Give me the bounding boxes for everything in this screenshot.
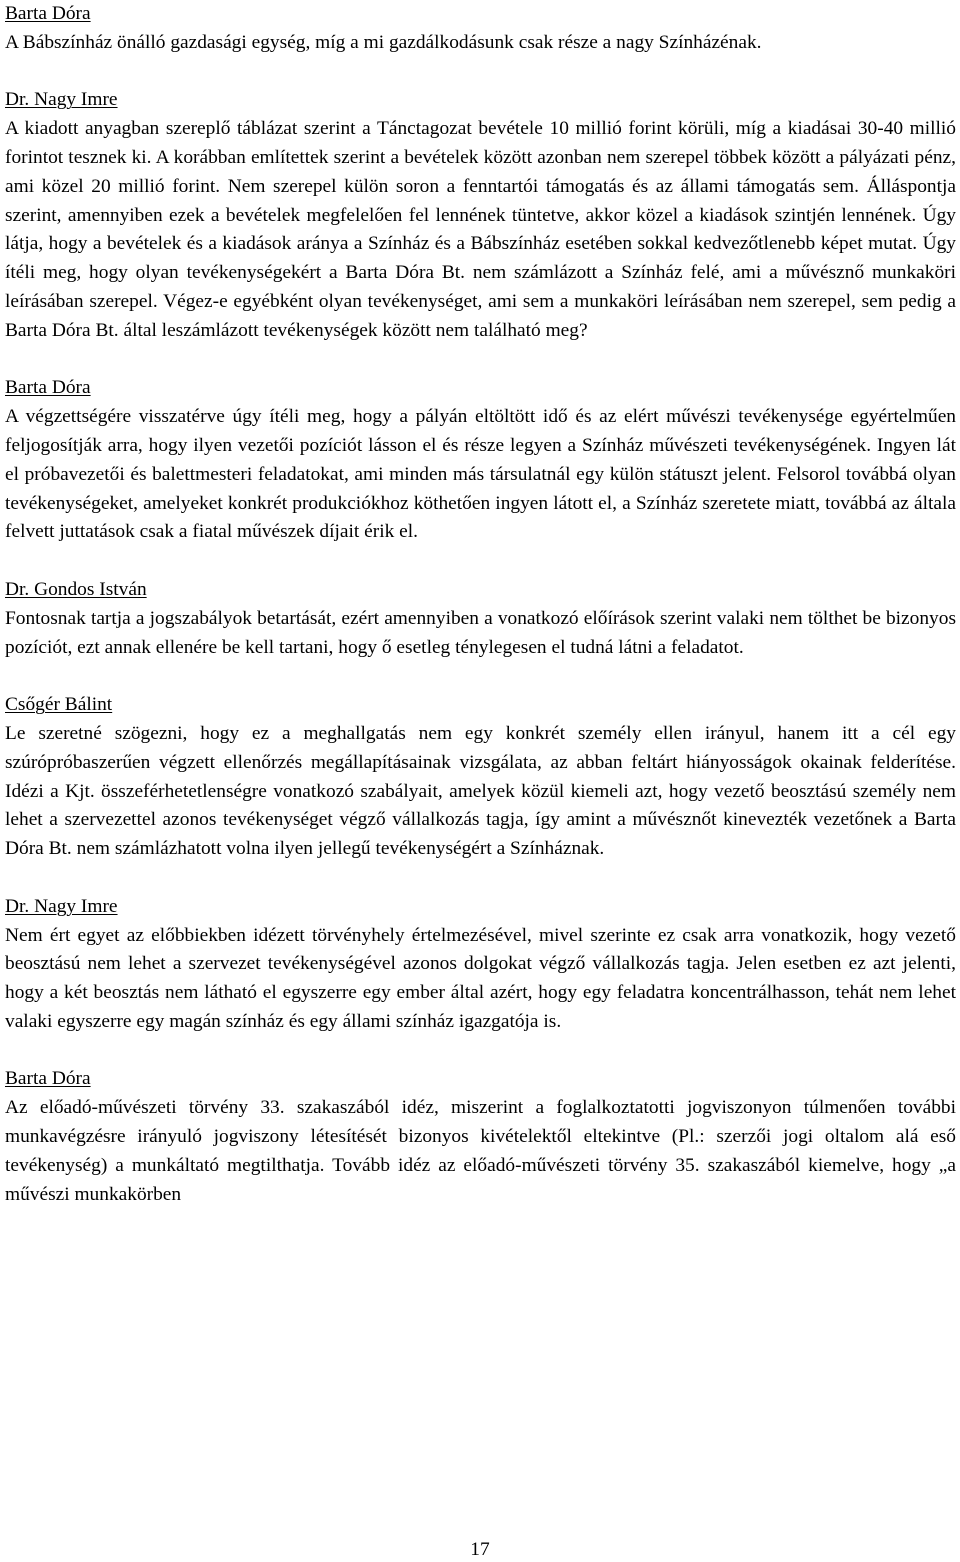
speaker-name: Dr. Nagy Imre (5, 89, 118, 111)
minutes-entry-2 (5, 86, 956, 345)
speech-text: Az előadó-művészeti törvény 33. szakaszából idéz, miszerint a foglalkoztatotti jogviszonyon túlmenően további munkavégzésre irányuló jogviszony létesítését bizonyos kivételektől eltekintve (Pl.: szerzői jogi oltalom alá eső tevékenység) a munkáltató megtilthatja. Tovább idéz az előadó-művészeti törvény 35. szakaszából kiemelve, hogy „a művészi munkakörben (5, 1097, 956, 1205)
minutes-entry-1 (5, 0, 956, 58)
speaker-name: Barta Dóra (5, 1068, 91, 1090)
speaker-name: Dr. Nagy Imre (5, 895, 118, 917)
speech-text: A Bábszínház önálló gazdasági egység, míg a mi gazdálkodásunk csak része a nagy Színházénak. (5, 31, 762, 53)
speaker-name: Barta Dóra (5, 3, 91, 24)
speech-text: Le szeretné szögezni, hogy ez a meghallgatás nem egy konkrét személy ellen irányul, hanem itt a cél egy szúrópróbaszerűen végzett ellenőrzés megállapításainak vizsgálata, az abban feltárt hiányosságok okainak felderítése. Idézi a Kjt. összeférhetetlenségre vonatkozó szabályait, amelyek közül kiemeli azt, hogy vezető beosztású személy nem lehet a szervezettel azonos tevékenységet végző vállalkozás tagja, így amint a művésznőt kinevezték vezetőnek a Barta Dóra Bt. nem számlázhatott volna ilyen jellegű tevékenységért a Színháznak. (5, 722, 956, 860)
minutes-entry-5 (5, 691, 956, 864)
speaker-name: Dr. Gondos István (5, 578, 147, 600)
page-number: 17 (470, 1539, 490, 1560)
minutes-entry-4 (5, 576, 956, 662)
minutes-entry-3 (5, 374, 956, 547)
speech-text: Fontosnak tartja a jogszabályok betartását, ezért amennyiben a vonatkozó előírások szerint valaki nem tölthet be bizonyos pozíciót, ezt annak ellenére be kell tartani, hogy ő esetleg ténylegesen el tudná látni a feladatot. (5, 607, 956, 658)
speech-text: A kiadott anyagban szereplő táblázat szerint a Tánctagozat bevétele 10 millió forint körüli, míg a kiadásai 30-40 millió forintot tesznek ki. A korábban említettek szerint a bevételek között azonban nem szerepel többek között a pályázati pénz, ami közel 20 millió forint. Nem szerepel külön soron a fenntartói támogatás és az állami támogatás sem. Álláspontja szerint, amennyiben ezek a bevételek megfelelően fel lennének tüntetve, akkor közel a kiadások szintjén lennének. Úgy látja, hogy a bevételek és a kiadások aránya a Színház és a Bábszínház esetében sokkal kedvezőtlenebb képet mutat. Úgy ítéli meg, hogy olyan tevékenységekért a Barta Dóra Bt. nem számlázott a Színház felé, ami a művésznő munkaköri leírásában szerepel. Végez-e egyébként olyan tevékenységet, ami sem a munkaköri leírásában nem szerepel, sem pedig a Barta Dóra Bt. által leszámlázott tevékenységek között nem található meg? (5, 118, 956, 341)
minutes-entry-6 (5, 893, 956, 1037)
speaker-name: Barta Dóra (5, 377, 91, 399)
speaker-name: Csőgér Bálint (5, 694, 113, 716)
minutes-entry-7 (5, 1065, 956, 1209)
speech-text: A végzettségére visszatérve úgy ítéli meg, hogy a pályán eltöltött idő és az elért művészi tevékenysége egyértelműen feljogosítják arra, hogy ilyen vezetői pozíciót lásson el és része legyen a Színház művészeti tevékenységének. Ingyen lát el próbavezetői és balettmesteri feladatokat, ami minden más társulatnál egy külön státuszt jelent. Felsorol továbbá olyan tevékenységeket, amelyeket konkrét produkciókhoz köthetően ingyen látott el, a Színház szeretete miatt, továbbá az általa felvett juttatások csak a fiatal művészek díjait érik el. (5, 406, 956, 543)
speech-text: Nem ért egyet az előbbiekben idézett törvényhely értelmezésével, mivel szerinte ez csak arra vonatkozik, hogy vezető beosztású nem lehet a szervezet tevékenységével azonos dolgokat végző vállalkozás tagja. Jelen esetben ez azt jelenti, hogy a két beosztás nem látható el egyszerre egy ember által azért, hogy egy feladatra koncentrálhasson, tehát nem lehet valaki egyszerre egy magán színház és egy állami színház igazgatója is. (5, 924, 956, 1032)
document-page (5, 0, 956, 1238)
